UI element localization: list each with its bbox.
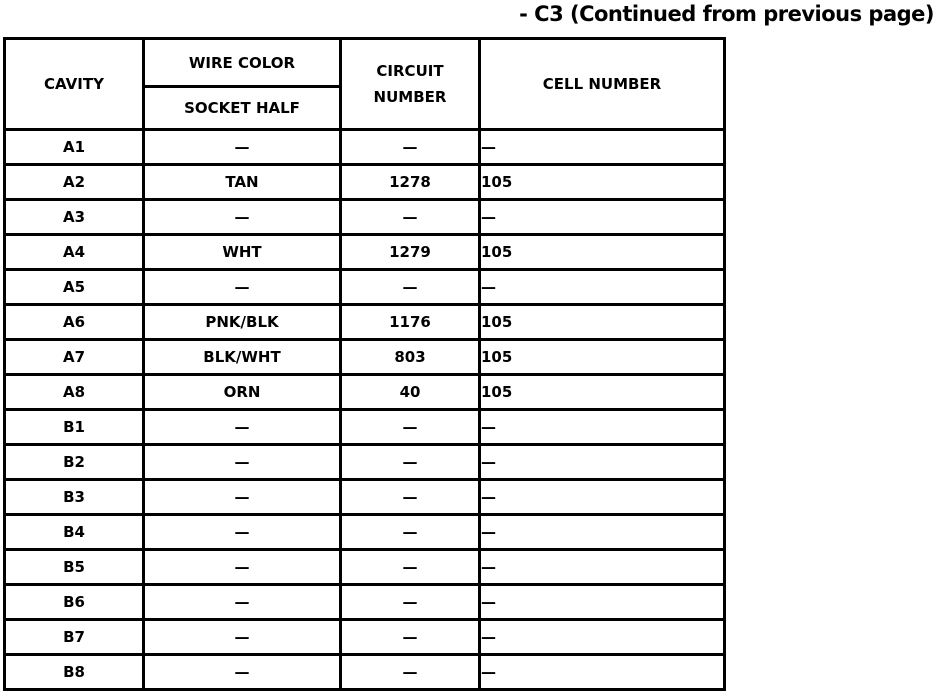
- page-heading: - C3 (Continued from previous page): [519, 2, 934, 26]
- cell-number-cell: —: [480, 270, 725, 305]
- header-wire-color: WIRE COLOR: [144, 39, 341, 87]
- wire-color-cell: —: [144, 410, 341, 445]
- cell-number-cell: 105: [480, 235, 725, 270]
- cell-number-cell: 105: [480, 305, 725, 340]
- cavity-cell: B5: [5, 550, 144, 585]
- cell-number-cell: —: [480, 445, 725, 480]
- wire-color-cell: —: [144, 480, 341, 515]
- table-row: [5, 585, 725, 620]
- table-row: [5, 340, 725, 375]
- table-row: [5, 515, 725, 550]
- wire-color-cell: —: [144, 550, 341, 585]
- wire-color-cell: —: [144, 655, 341, 690]
- cavity-cell: A7: [5, 340, 144, 375]
- circuit-number-cell: —: [341, 515, 480, 550]
- header-circuit-line2: NUMBER: [373, 88, 447, 106]
- table-row: [5, 620, 725, 655]
- cell-number-cell: —: [480, 550, 725, 585]
- cavity-cell: A3: [5, 200, 144, 235]
- wire-color-cell: —: [144, 620, 341, 655]
- cavity-cell: B3: [5, 480, 144, 515]
- circuit-number-cell: —: [341, 200, 480, 235]
- circuit-number-cell: —: [341, 550, 480, 585]
- circuit-number-cell: —: [341, 655, 480, 690]
- table-row: [5, 270, 725, 305]
- wire-color-cell: WHT: [144, 235, 341, 270]
- table-row: [5, 165, 725, 200]
- wire-color-cell: —: [144, 130, 341, 165]
- cell-number-cell: 105: [480, 375, 725, 410]
- circuit-number-cell: —: [341, 410, 480, 445]
- cavity-cell: B2: [5, 445, 144, 480]
- cavity-cell: A2: [5, 165, 144, 200]
- cavity-cell: B7: [5, 620, 144, 655]
- header-cavity: CAVITY: [5, 39, 144, 130]
- cavity-cell: A6: [5, 305, 144, 340]
- table-row: [5, 445, 725, 480]
- table-row: [5, 235, 725, 270]
- wire-color-cell: TAN: [144, 165, 341, 200]
- cell-number-cell: —: [480, 480, 725, 515]
- cell-number-cell: —: [480, 620, 725, 655]
- circuit-number-cell: —: [341, 270, 480, 305]
- cell-number-cell: —: [480, 410, 725, 445]
- table-header: [5, 39, 725, 130]
- cavity-cell: B8: [5, 655, 144, 690]
- cell-number-cell: —: [480, 515, 725, 550]
- wire-color-cell: ORN: [144, 375, 341, 410]
- circuit-number-cell: —: [341, 445, 480, 480]
- header-circuit-number: [341, 39, 480, 130]
- cell-number-cell: 105: [480, 340, 725, 375]
- table-row: [5, 655, 725, 690]
- cavity-cell: B6: [5, 585, 144, 620]
- wire-color-cell: —: [144, 200, 341, 235]
- wire-color-cell: —: [144, 585, 341, 620]
- cavity-cell: A5: [5, 270, 144, 305]
- circuit-number-cell: —: [341, 130, 480, 165]
- cell-number-cell: —: [480, 655, 725, 690]
- circuit-number-cell: —: [341, 620, 480, 655]
- table-row: [5, 200, 725, 235]
- table-body: [5, 130, 725, 690]
- table-row: [5, 550, 725, 585]
- connector-pinout-table: [3, 37, 726, 691]
- cavity-cell: B1: [5, 410, 144, 445]
- header-circuit-line1: CIRCUIT: [376, 62, 444, 80]
- circuit-number-cell: —: [341, 585, 480, 620]
- cell-number-cell: 105: [480, 165, 725, 200]
- wire-color-cell: BLK/WHT: [144, 340, 341, 375]
- wire-color-cell: PNK/BLK: [144, 305, 341, 340]
- wire-color-cell: —: [144, 270, 341, 305]
- table-row: [5, 305, 725, 340]
- table-row: [5, 130, 725, 165]
- table-row: [5, 480, 725, 515]
- cell-number-cell: —: [480, 130, 725, 165]
- cell-number-cell: —: [480, 200, 725, 235]
- cell-number-cell: —: [480, 585, 725, 620]
- table-row: [5, 375, 725, 410]
- wire-color-cell: —: [144, 445, 341, 480]
- cavity-cell: A1: [5, 130, 144, 165]
- cavity-cell: A4: [5, 235, 144, 270]
- table-row: [5, 410, 725, 445]
- circuit-number-cell: 1176: [341, 305, 480, 340]
- circuit-number-cell: 1278: [341, 165, 480, 200]
- circuit-number-cell: —: [341, 480, 480, 515]
- circuit-number-cell: 803: [341, 340, 480, 375]
- circuit-number-cell: 1279: [341, 235, 480, 270]
- wire-color-cell: —: [144, 515, 341, 550]
- header-cell-number: CELL NUMBER: [480, 39, 725, 130]
- cavity-cell: A8: [5, 375, 144, 410]
- circuit-number-cell: 40: [341, 375, 480, 410]
- header-socket-half: SOCKET HALF: [144, 87, 341, 130]
- cavity-cell: B4: [5, 515, 144, 550]
